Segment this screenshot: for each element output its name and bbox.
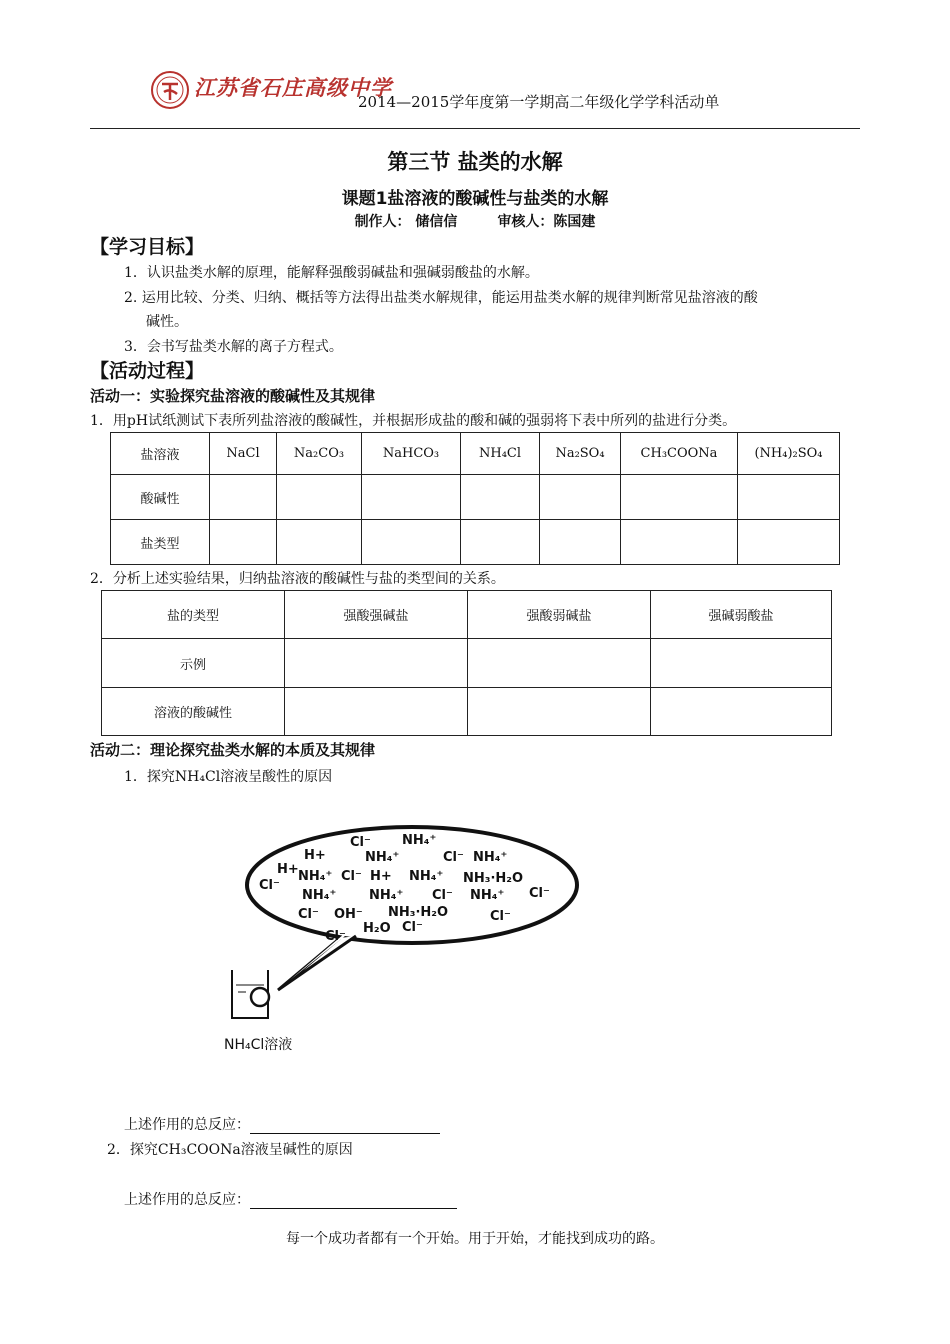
answer-cell[interactable] [651, 688, 832, 736]
bubble-tail [278, 936, 356, 990]
ion-label: Cl⁻ [529, 886, 550, 901]
answer-cell[interactable] [468, 688, 651, 736]
answer-cell[interactable] [621, 520, 738, 565]
beaker-icon [232, 970, 269, 1018]
header-divider [90, 128, 860, 129]
ion-label: Cl⁻ [341, 869, 362, 884]
answer2-blank[interactable] [250, 1193, 457, 1209]
activity2-title: 活动二：理论探究盐类水解的本质及其规律 [90, 741, 376, 759]
ion-label: NH₃·H₂O [388, 905, 449, 920]
activity2-question1: 1．探究NH₄Cl溶液呈酸性的原因 [124, 769, 333, 785]
ion-label: NH₄⁺ [470, 888, 505, 903]
author: 制作人： 储信信 [354, 214, 458, 230]
school-name: 江苏省石庄高级中学 [194, 75, 392, 100]
ion-label: Cl⁻ [402, 920, 423, 935]
table-header-cell: 盐的类型 [102, 591, 285, 639]
ion-label: NH₃·H₂O [463, 871, 524, 886]
activity1-title: 活动一：实验探究盐溶液的酸碱性及其规律 [90, 387, 376, 405]
salt-cell: NH₄Cl [461, 433, 540, 475]
row-label: 溶液的酸碱性 [102, 688, 285, 736]
ion-label: NH₄⁺ [409, 869, 444, 884]
type-cell: 强酸弱碱盐 [468, 591, 651, 639]
ion-label: Cl⁻ [259, 878, 280, 893]
row-label: 酸碱性 [111, 475, 210, 520]
objective-item: 2. 运用比较、分类、归纳、概括等方法得出盐类水解规律，能运用盐类水解的规律判断常见盐溶液的酸 [124, 290, 758, 306]
objective-item: 碱性。 [146, 314, 188, 330]
salt-cell: (NH₄)₂SO₄ [738, 433, 840, 475]
ion-label: Cl⁻ [298, 907, 319, 922]
diagram-caption: NH₄Cl溶液 [224, 1037, 293, 1053]
answer1-blank[interactable] [250, 1118, 440, 1134]
objectives-heading: 【学习目标】 [90, 236, 205, 258]
ion-label: NH₄⁺ [402, 833, 437, 848]
author-line [0, 211, 950, 231]
ion-label: H+ [277, 862, 299, 877]
answer-cell[interactable] [540, 475, 621, 520]
type-cell: 强酸强碱盐 [285, 591, 468, 639]
topic-title: 课题1盐溶液的酸碱性与盐类的水解 [341, 189, 609, 209]
type-cell: 强碱弱酸盐 [651, 591, 832, 639]
ion-label: H+ [370, 869, 392, 884]
ion-label: NH₄⁺ [369, 888, 404, 903]
answer2-label: 上述作用的总反应： [124, 1192, 250, 1208]
answer-cell[interactable] [738, 520, 840, 565]
ion-label: Cl⁻ [350, 835, 371, 850]
ion-label: Cl⁻ [325, 929, 346, 944]
table-header-cell: 盐溶液 [111, 433, 210, 475]
answer-cell[interactable] [285, 688, 468, 736]
ion-label: NH₄⁺ [302, 888, 337, 903]
salt-cell: Na₂CO₃ [277, 433, 362, 475]
ion-label: NH₄⁺ [298, 869, 333, 884]
ion-label: NH₄⁺ [473, 850, 508, 865]
footer-quote: 每一个成功者都有一个开始。用于开始，才能找到成功的路。 [286, 1231, 664, 1247]
salt-cell: CH₃COONa [621, 433, 738, 475]
answer-cell[interactable] [651, 639, 832, 688]
answer-cell[interactable] [210, 475, 277, 520]
answer-cell[interactable] [468, 639, 651, 688]
answer-cell[interactable] [461, 475, 540, 520]
answer-cell[interactable] [210, 520, 277, 565]
answer-cell[interactable] [285, 639, 468, 688]
answer-cell[interactable] [362, 475, 461, 520]
row-label: 示例 [102, 639, 285, 688]
ion-label: H+ [304, 848, 326, 863]
salt-cell: NaHCO₃ [362, 433, 461, 475]
ion-label: Cl⁻ [432, 888, 453, 903]
answer-cell[interactable] [277, 520, 362, 565]
ion-label: Cl⁻ [490, 909, 511, 924]
activity1-question2: 2．分析上述实验结果，归纳盐溶液的酸碱性与盐的类型间的关系。 [90, 571, 505, 587]
objective-item: 3．会书写盐类水解的离子方程式。 [124, 339, 343, 355]
answer-cell[interactable] [738, 475, 840, 520]
answer1-line [124, 1114, 440, 1134]
objective-item: 1．认识盐类水解的原理，能解释强酸弱碱盐和强碱弱酸盐的水解。 [124, 265, 539, 281]
reviewer: 审核人：陈国建 [497, 214, 596, 230]
ion-label: OH⁻ [334, 907, 363, 922]
answer-cell[interactable] [362, 520, 461, 565]
ion-label: NH₄⁺ [365, 850, 400, 865]
answer1-label: 上述作用的总反应： [124, 1117, 250, 1133]
answer2-line [124, 1189, 457, 1209]
ion-label: Cl⁻ [443, 850, 464, 865]
header-subtitle: 2014—2015学年度第一学期高二年级化学学科活动单 [358, 93, 720, 111]
row-label: 盐类型 [111, 520, 210, 565]
salt-solution-table [110, 432, 840, 565]
salt-cell: NaCl [210, 433, 277, 475]
answer-cell[interactable] [277, 475, 362, 520]
answer-cell[interactable] [540, 520, 621, 565]
answer-cell[interactable] [461, 520, 540, 565]
school-logo-icon [150, 70, 190, 110]
salt-type-table [101, 590, 832, 736]
answer-cell[interactable] [621, 475, 738, 520]
magnifier-circle [251, 988, 269, 1006]
ion-label: H₂O [363, 921, 391, 936]
salt-cell: Na₂SO₄ [540, 433, 621, 475]
section-title: 第三节 盐类的水解 [387, 150, 563, 174]
activity2-question2: 2．探究CH₃COONa溶液呈碱性的原因 [107, 1142, 353, 1158]
process-heading: 【活动过程】 [90, 360, 205, 382]
activity1-question1: 1．用pH试纸测试下表所列盐溶液的酸碱性，并根据形成盐的酸和碱的强弱将下表中所列的盐进行分类。 [90, 413, 737, 429]
